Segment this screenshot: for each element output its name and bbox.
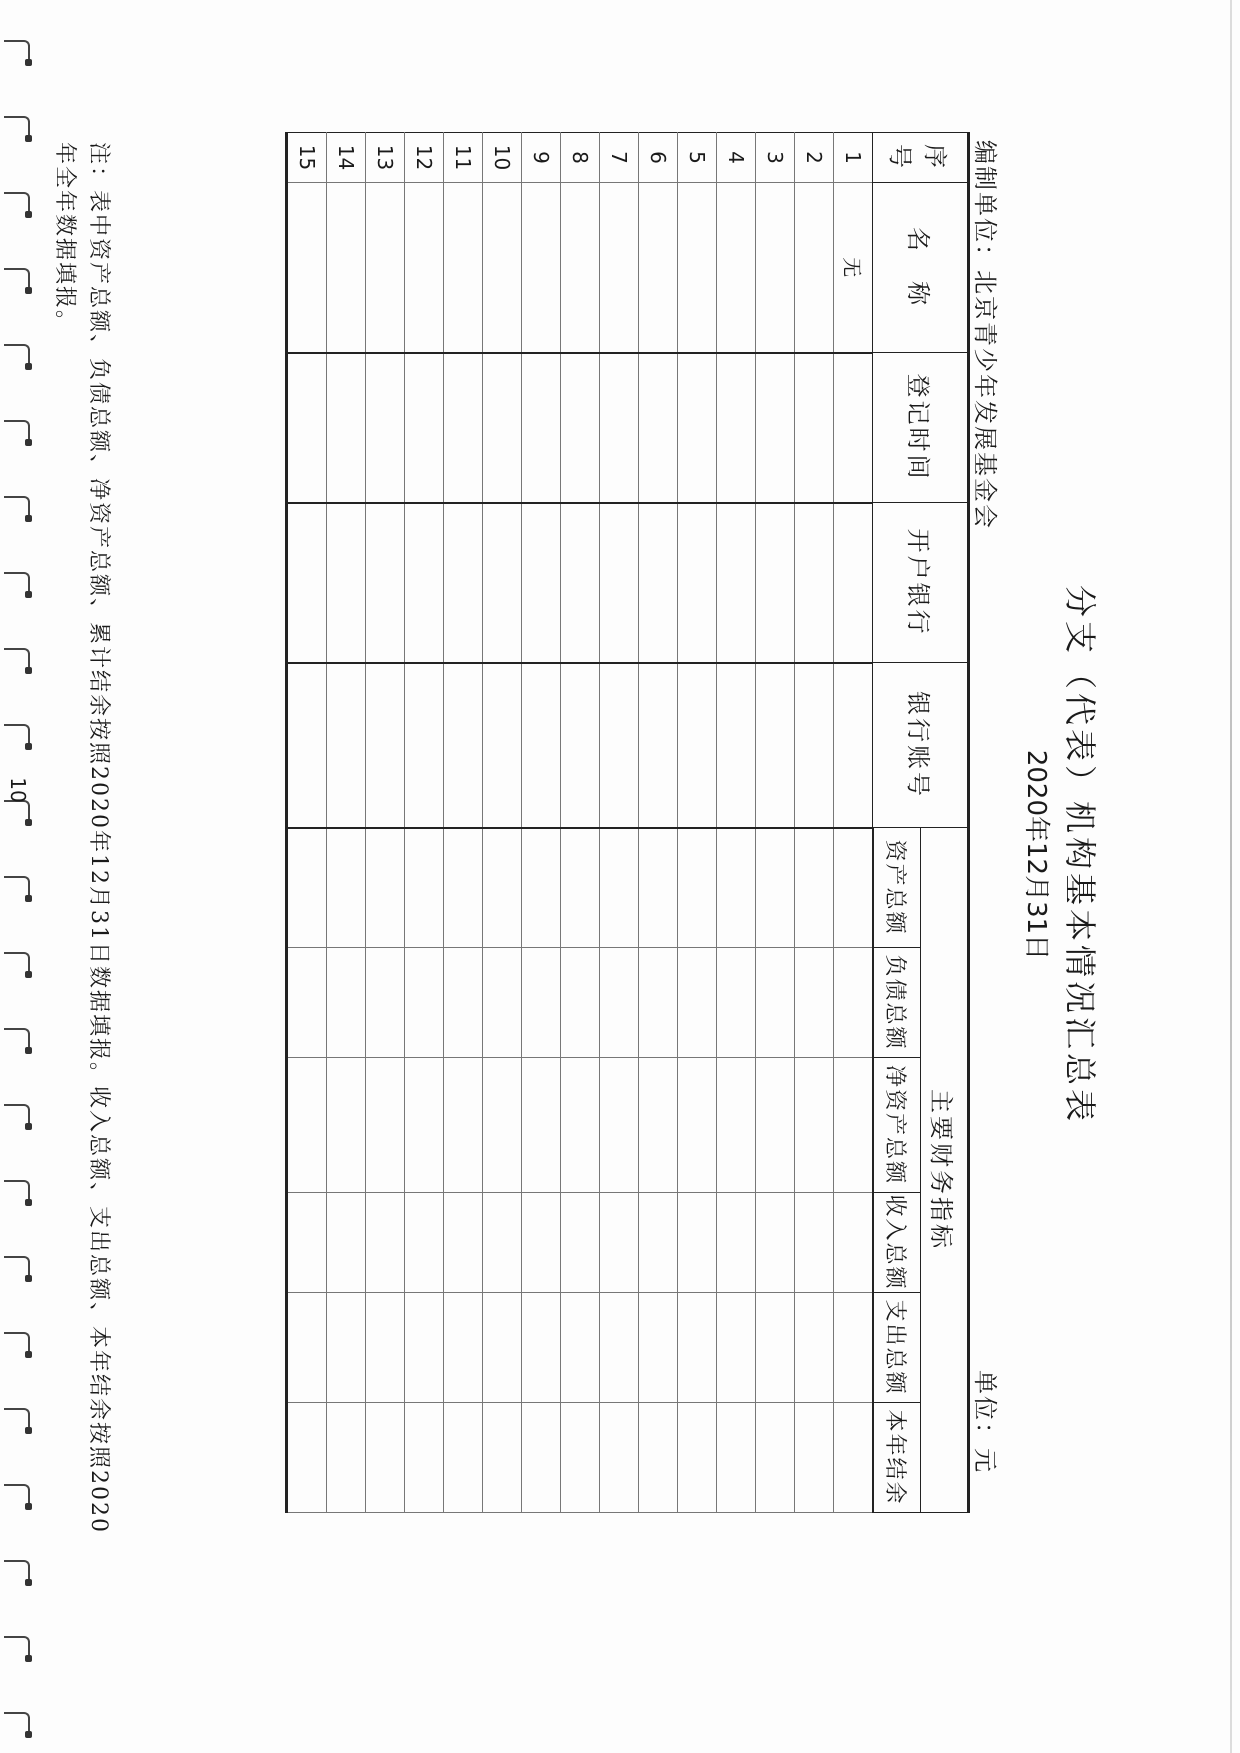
table-row	[795, 133, 834, 1513]
row-seq: 13	[366, 133, 405, 183]
row-name	[639, 183, 678, 353]
table-row	[483, 133, 522, 1513]
row-cell	[444, 353, 483, 503]
row-cell	[444, 503, 483, 663]
row-cell	[366, 1058, 405, 1193]
row-cell	[834, 1058, 874, 1193]
row-cell	[483, 663, 522, 828]
row-cell	[483, 353, 522, 503]
row-cell	[366, 948, 405, 1058]
row-cell	[795, 828, 834, 948]
row-cell	[795, 353, 834, 503]
row-cell	[405, 1293, 444, 1403]
row-cell	[405, 1058, 444, 1193]
page-edge	[1230, 0, 1232, 1753]
table-row	[561, 133, 600, 1513]
row-name	[717, 183, 756, 353]
row-cell	[327, 1403, 366, 1513]
row-cell	[756, 1193, 795, 1293]
row-cell	[561, 1193, 600, 1293]
row-cell	[600, 1403, 639, 1513]
row-cell	[366, 1193, 405, 1293]
row-cell	[366, 1293, 405, 1403]
row-cell	[327, 948, 366, 1058]
header-financial-group: 主要财务指标	[921, 828, 969, 1513]
rotated-sheet	[6, 60, 1105, 1650]
header-bank: 开户银行	[873, 503, 969, 663]
table-row	[444, 133, 483, 1513]
row-cell	[717, 503, 756, 663]
row-cell	[287, 503, 327, 663]
row-cell	[834, 353, 874, 503]
table-body	[287, 133, 874, 1513]
row-cell	[287, 663, 327, 828]
table-row	[327, 133, 366, 1513]
row-cell	[561, 1403, 600, 1513]
header-name: 名 称	[873, 183, 969, 353]
row-cell	[834, 1293, 874, 1403]
row-cell	[600, 663, 639, 828]
row-cell	[795, 1193, 834, 1293]
row-cell	[834, 828, 874, 948]
row-cell	[756, 1293, 795, 1403]
org-label: 编制单位：北京青少年发展基金会	[971, 140, 999, 530]
binding-ring	[4, 1712, 30, 1734]
row-name	[561, 183, 600, 353]
row-cell	[287, 1403, 327, 1513]
row-cell	[327, 1058, 366, 1193]
row-cell	[678, 1193, 717, 1293]
row-cell	[678, 353, 717, 503]
row-cell	[327, 828, 366, 948]
table-row	[639, 133, 678, 1513]
row-seq: 4	[717, 133, 756, 183]
row-cell	[327, 503, 366, 663]
row-seq: 15	[287, 133, 327, 183]
row-cell	[444, 1293, 483, 1403]
row-cell	[405, 1403, 444, 1513]
row-name	[756, 183, 795, 353]
row-cell	[678, 503, 717, 663]
row-seq: 6	[639, 133, 678, 183]
row-cell	[522, 1058, 561, 1193]
table-row	[287, 133, 327, 1513]
row-cell	[756, 948, 795, 1058]
row-cell	[795, 1403, 834, 1513]
row-cell	[639, 503, 678, 663]
header-total-expense: 支出总额	[873, 1293, 921, 1403]
row-cell	[366, 353, 405, 503]
table-row	[756, 133, 795, 1513]
row-cell	[483, 1293, 522, 1403]
row-cell	[717, 1403, 756, 1513]
row-cell	[834, 1193, 874, 1293]
header-total-income: 收入总额	[873, 1193, 921, 1293]
row-cell	[795, 503, 834, 663]
row-cell	[561, 503, 600, 663]
page-number: 10	[6, 777, 30, 803]
row-seq: 5	[678, 133, 717, 183]
row-cell	[639, 1193, 678, 1293]
row-name	[483, 183, 522, 353]
table-row	[522, 133, 561, 1513]
row-cell	[522, 948, 561, 1058]
row-seq: 3	[756, 133, 795, 183]
row-cell	[483, 948, 522, 1058]
row-cell	[834, 1403, 874, 1513]
binding-ring	[4, 40, 30, 62]
row-cell	[678, 828, 717, 948]
row-cell	[600, 1058, 639, 1193]
row-cell	[522, 1403, 561, 1513]
row-name	[327, 183, 366, 353]
row-cell	[834, 663, 874, 828]
header-seq: 序号	[873, 133, 969, 183]
row-name	[678, 183, 717, 353]
row-cell	[405, 663, 444, 828]
row-cell	[561, 663, 600, 828]
row-name	[600, 183, 639, 353]
row-cell	[327, 663, 366, 828]
row-cell	[795, 948, 834, 1058]
row-cell	[444, 1403, 483, 1513]
row-cell	[756, 663, 795, 828]
row-cell	[600, 503, 639, 663]
header-total-liabilities: 负债总额	[873, 948, 921, 1058]
row-name	[287, 183, 327, 353]
row-name	[366, 183, 405, 353]
row-cell	[483, 828, 522, 948]
row-cell	[366, 663, 405, 828]
document-date: 2020年12月31日	[1021, 749, 1051, 961]
row-cell	[405, 828, 444, 948]
document-title: 分支（代表）机构基本情况汇总表	[1061, 584, 1099, 1125]
header-net-assets: 净资产总额	[873, 1058, 921, 1193]
row-cell	[483, 1058, 522, 1193]
row-seq: 14	[327, 133, 366, 183]
row-cell	[522, 663, 561, 828]
row-name	[522, 183, 561, 353]
row-seq: 2	[795, 133, 834, 183]
summary-table	[285, 132, 970, 1513]
row-cell	[444, 828, 483, 948]
row-cell	[561, 828, 600, 948]
table-row	[678, 133, 717, 1513]
row-cell	[717, 353, 756, 503]
row-cell	[678, 663, 717, 828]
row-seq: 11	[444, 133, 483, 183]
table-row	[717, 133, 756, 1513]
table-row	[834, 133, 874, 1513]
row-cell	[287, 1058, 327, 1193]
row-cell	[639, 1403, 678, 1513]
row-cell	[756, 503, 795, 663]
row-cell	[287, 828, 327, 948]
row-cell	[522, 503, 561, 663]
row-cell	[678, 1058, 717, 1193]
row-cell	[561, 353, 600, 503]
row-cell	[561, 948, 600, 1058]
row-cell	[405, 948, 444, 1058]
row-cell	[834, 503, 874, 663]
row-cell	[600, 948, 639, 1058]
row-cell	[756, 353, 795, 503]
row-cell	[561, 1293, 600, 1403]
row-cell	[795, 663, 834, 828]
row-cell	[639, 353, 678, 503]
row-cell	[600, 828, 639, 948]
row-cell	[717, 948, 756, 1058]
row-cell	[756, 1058, 795, 1193]
row-cell	[678, 1293, 717, 1403]
row-cell	[405, 353, 444, 503]
row-cell	[600, 1293, 639, 1403]
row-cell	[639, 1058, 678, 1193]
row-cell	[717, 1193, 756, 1293]
row-cell	[639, 828, 678, 948]
row-cell	[717, 1058, 756, 1193]
row-cell	[600, 353, 639, 503]
row-cell	[756, 828, 795, 948]
table-row	[600, 133, 639, 1513]
row-cell	[327, 1293, 366, 1403]
row-cell	[834, 948, 874, 1058]
row-cell	[678, 1403, 717, 1513]
row-cell	[287, 353, 327, 503]
row-name: 无	[834, 183, 874, 353]
row-name	[405, 183, 444, 353]
row-cell	[600, 1193, 639, 1293]
row-cell	[444, 948, 483, 1058]
header-total-assets: 资产总额	[873, 828, 921, 948]
footnote: 注：表中资产总额、负债总额、净资产总额、累计结余按照2020年12月31日数据填报。收入总额、支出总额、本年结余按照2020年全年数据填报。	[52, 142, 111, 1534]
row-cell	[366, 828, 405, 948]
header-account: 银行账号	[873, 663, 969, 828]
row-cell	[639, 1293, 678, 1403]
row-cell	[327, 353, 366, 503]
row-cell	[483, 1193, 522, 1293]
row-cell	[522, 353, 561, 503]
row-cell	[327, 1193, 366, 1293]
row-cell	[405, 1193, 444, 1293]
row-seq: 9	[522, 133, 561, 183]
row-cell	[405, 503, 444, 663]
row-cell	[287, 948, 327, 1058]
row-seq: 1	[834, 133, 874, 183]
row-cell	[444, 1058, 483, 1193]
row-cell	[366, 503, 405, 663]
row-name	[444, 183, 483, 353]
row-seq: 12	[405, 133, 444, 183]
unit-label: 单位：元	[971, 1370, 999, 1474]
row-cell	[483, 1403, 522, 1513]
row-cell	[366, 1403, 405, 1513]
row-cell	[522, 1193, 561, 1293]
row-seq: 7	[600, 133, 639, 183]
table-row	[366, 133, 405, 1513]
row-cell	[639, 948, 678, 1058]
row-cell	[717, 663, 756, 828]
row-cell	[717, 828, 756, 948]
row-seq: 8	[561, 133, 600, 183]
row-cell	[287, 1193, 327, 1293]
table-row	[405, 133, 444, 1513]
row-seq: 10	[483, 133, 522, 183]
row-cell	[561, 1058, 600, 1193]
row-cell	[287, 1293, 327, 1403]
row-cell	[678, 948, 717, 1058]
row-cell	[444, 663, 483, 828]
header-annual-surplus: 本年结余	[873, 1403, 921, 1513]
row-cell	[639, 663, 678, 828]
row-cell	[717, 1293, 756, 1403]
row-cell	[756, 1403, 795, 1513]
header-reg-time: 登记时间	[873, 353, 969, 503]
row-cell	[522, 828, 561, 948]
row-cell	[483, 503, 522, 663]
row-cell	[795, 1293, 834, 1403]
row-cell	[522, 1293, 561, 1403]
row-cell	[795, 1058, 834, 1193]
row-cell	[444, 1193, 483, 1293]
row-name	[795, 183, 834, 353]
